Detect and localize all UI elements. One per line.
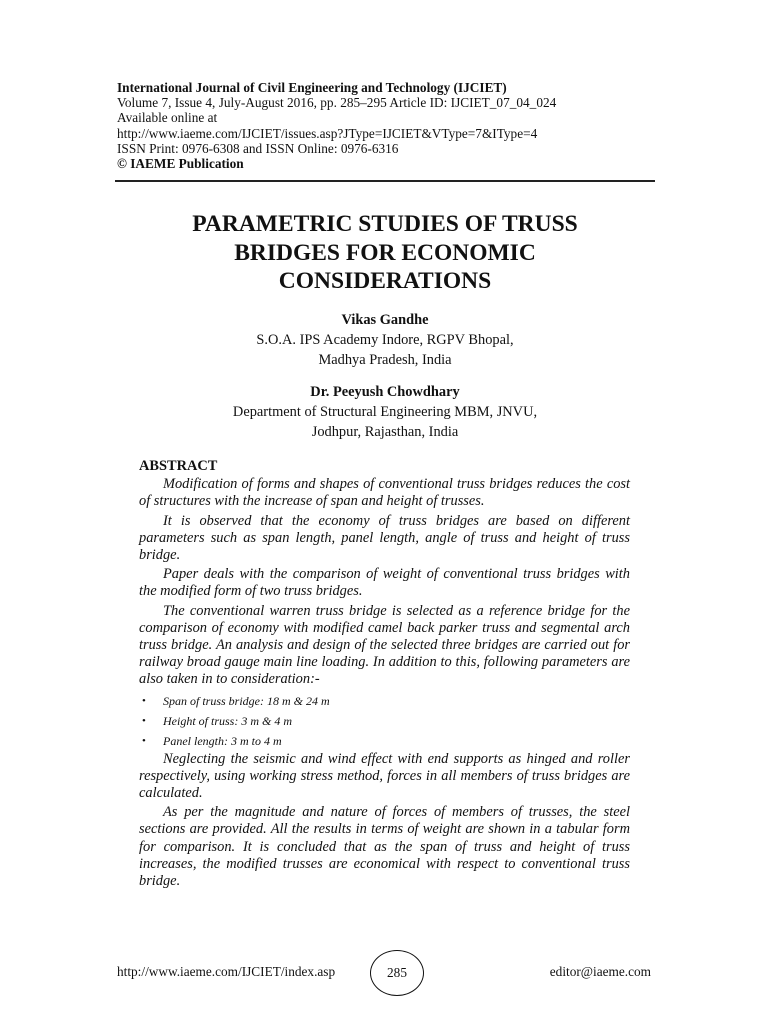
page-number: 285 (370, 950, 424, 996)
title-line: CONSIDERATIONS (278, 268, 492, 294)
bullet-icon: • (142, 714, 146, 727)
publisher: © IAEME Publication (117, 156, 244, 172)
author-name: Vikas Gandhe (341, 312, 429, 328)
abstract-paragraph: It is observed that the economy of truss bridges are based on different parameters such as span length, panel length, angle of truss and height of truss bridge. (139, 512, 630, 564)
list-item-text: Span of truss bridge: 18 m & 24 m (163, 693, 330, 708)
title-line: PARAMETRIC STUDIES OF TRUSS (192, 211, 578, 237)
abstract-paragraph: As per the magnitude and nature of forces of members of trusses, the steel sections are provided. All the results in terms of weight are shown in a tabular form for comparison. It is concluded that as the span of truss and height of truss increases, the modified trusses are economical with respect to conventional truss bridge. (139, 804, 630, 890)
header-divider (115, 180, 655, 182)
journal-header (117, 80, 657, 171)
list-item (139, 711, 630, 731)
list-item-text: Height of truss: 3 m & 4 m (163, 713, 292, 728)
abstract-paragraph: Neglecting the seismic and wind effect with end supports as hinged and roller respectively, using working stress method, forces in all members of truss bridges are calculated. (139, 750, 630, 802)
author-name: Dr. Peeyush Chowdhary (310, 384, 460, 400)
parameter-list (139, 691, 630, 751)
footer-url-link[interactable]: http://www.iaeme.com/IJCIET/index.asp (117, 964, 336, 979)
title-line: BRIDGES FOR ECONOMIC (234, 239, 536, 266)
bullet-icon: • (142, 734, 146, 747)
available-online: Available online at (117, 110, 218, 126)
paper-title (115, 210, 655, 296)
bullet-icon: • (142, 694, 146, 707)
issue-url: http://www.iaeme.com/IJCIET/issues.asp?JType=IJCIET&VType=7&IType=4 (117, 125, 538, 141)
author-affiliation: Jodhpur, Rajasthan, India (311, 423, 459, 440)
list-item (139, 731, 630, 751)
author-affiliation: S.O.A. IPS Academy Indore, RGPV Bhopal, (256, 331, 514, 348)
author-block (115, 311, 655, 370)
page-footer (0, 950, 768, 1000)
issn-info: ISSN Print: 0976-6308 and ISSN Online: 0976-6316 (117, 140, 399, 156)
author-affiliation: Department of Structural Engineering MBM, JNVU, (232, 403, 538, 420)
list-item (139, 691, 630, 711)
author-affiliation: Madhya Pradesh, India (318, 351, 452, 368)
abstract-section (139, 458, 630, 892)
abstract-heading: ABSTRACT (139, 458, 218, 474)
volume-info: Volume 7, Issue 4, July-August 2016, pp. 285–295 Article ID: IJCIET_07_04_024 (117, 95, 557, 111)
abstract-paragraph: The conventional warren truss bridge is selected as a reference bridge for the comparison of economy with modified camel back parker truss and segmental arch truss bridge. An analysis and design of the selected three bridges are carried out for railway broad gauge main line loading. In addition to this, following parameters are also taken in to consideration:- (139, 602, 630, 688)
journal-name: International Journal of Civil Engineering and Technology (IJCIET) (117, 80, 507, 95)
abstract-paragraph: Paper deals with the comparison of weight of conventional truss bridges with the modified form of two truss bridges. (139, 566, 630, 600)
author-block (115, 383, 655, 442)
abstract-paragraph: Modification of forms and shapes of conventional truss bridges reduces the cost of structures with the increase of span and height of trusses. (139, 476, 630, 510)
footer-email-link[interactable]: editor@iaeme.com (549, 964, 651, 979)
list-item-text: Panel length: 3 m to 4 m (163, 733, 282, 748)
